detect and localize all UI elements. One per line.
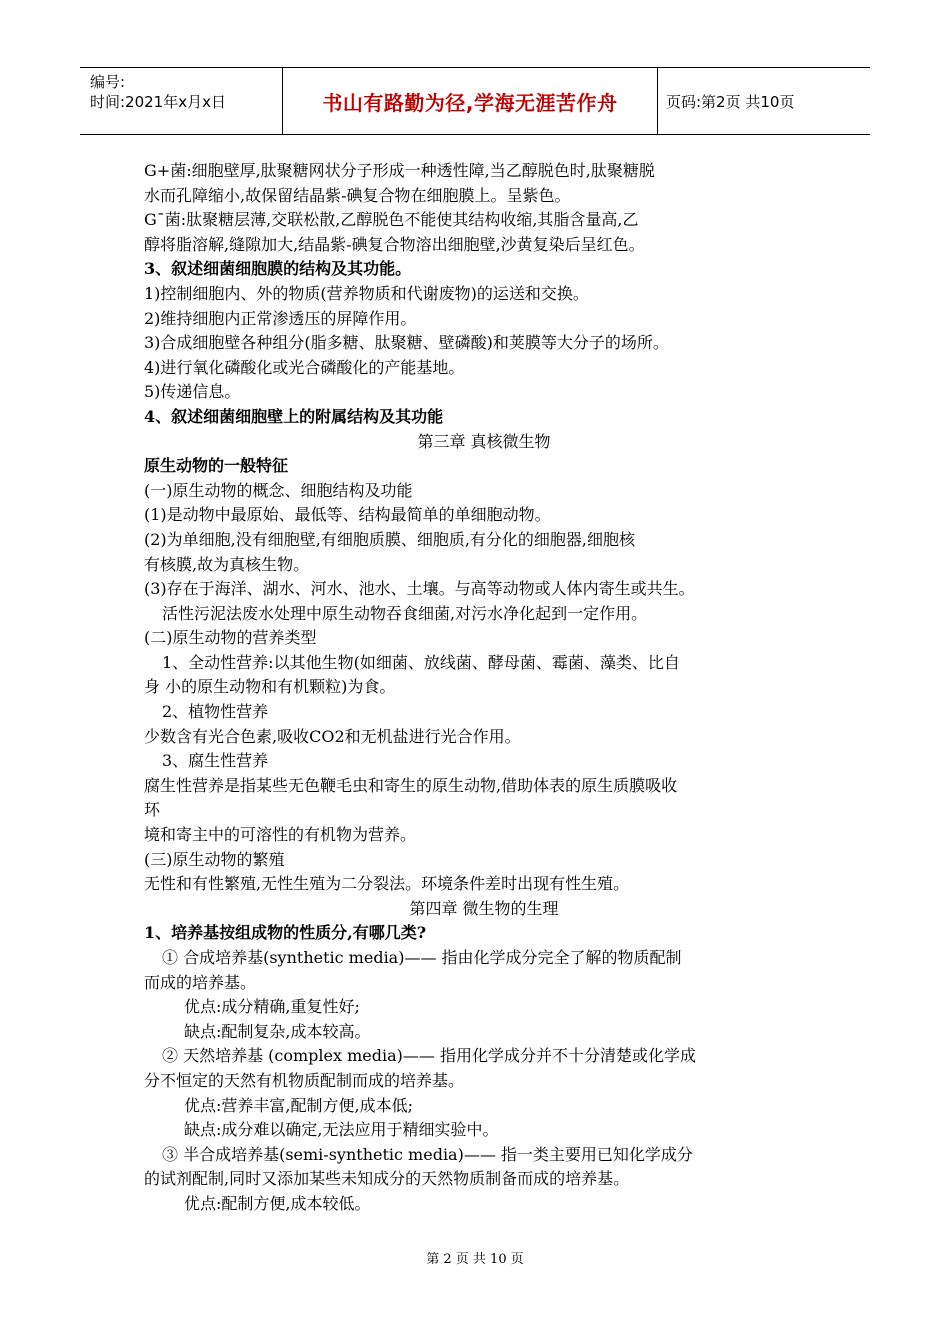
text-line: 优点:配制方便,成本较低。: [184, 1193, 371, 1213]
text-line: G+菌:细胞壁厚,肽聚糖网状分子形成一种透性障,当乙醇脱色时,肽聚糖脱: [144, 161, 655, 180]
text-line: (1)是动物中最原始、最低等、结构最简单的单细胞动物。: [144, 505, 551, 525]
text-line: 1、培养基按组成物的性质分,有哪几类?: [144, 923, 427, 943]
text-line: 优点:营养丰富,配制方便,成本低;: [184, 1095, 413, 1115]
text-line: 1)控制细胞内、外的物质(营养物质和代谢废物)的运送和交换。: [144, 283, 589, 303]
text-line: 水而孔障缩小,故保留结晶紫-碘复合物在细胞膜上。呈紫色。: [144, 185, 571, 205]
text-line: 缺点:配制复杂,成本较高。: [184, 1021, 371, 1041]
text-line: 缺点:成分难以确定,无法应用于精细实验中。: [184, 1120, 499, 1140]
text-line: 2、植物性营养: [162, 702, 269, 722]
text-line: 分不恒定的天然有机物质配制而成的培养基。: [144, 1070, 465, 1090]
text-line: 原生动物的一般特征: [144, 456, 289, 476]
text-line: 活性污泥法废水处理中原生动物吞食细菌,对污水净化起到一定作用。: [162, 603, 648, 623]
text-line: 第三章 真核微生物: [417, 431, 551, 451]
text-line: 环: [144, 800, 161, 820]
text-line: 2)维持细胞内正常渗透压的屏障作用。: [144, 308, 417, 328]
header-motto: 书山有路勤为径,学海无涯苦作舟: [283, 68, 658, 134]
text-line: (一)原生动物的概念、细胞结构及功能: [144, 480, 413, 500]
text-line: G¯菌:肽聚糖层薄,交联松散,乙醇脱色不能使其结构收缩,其脂含量高,乙: [144, 210, 639, 230]
text-line: 有核膜,故为真核生物。: [144, 554, 310, 574]
text-line: 第四章 微生物的生理: [409, 898, 559, 918]
text-line: ③ 半合成培养基(semi-synthetic media)—— 指一类主要用已知化学成分: [162, 1144, 693, 1164]
header-meta: [80, 68, 283, 134]
text-line: 3)合成细胞壁各种组分(脂多糖、肽聚糖、壁磷酸)和荚膜等大分子的场所。: [144, 333, 669, 353]
text-line: 无性和有性繁殖,无性生殖为二分裂法。环境条件差时出现有性生殖。: [144, 874, 630, 894]
text-line: 的试剂配制,同时又添加某些未知成分的天然物质制备而成的培养基。: [144, 1169, 630, 1189]
text-line: (二)原生动物的营养类型: [144, 628, 317, 648]
document-time-label: 时间:2021年x月x日: [90, 93, 226, 111]
text-line: ① 合成培养基(synthetic media)—— 指由化学成分完全了解的物质配制: [162, 948, 682, 967]
text-line: 4)进行氧化磷酸化或光合磷酸化的产能基地。: [144, 357, 465, 377]
text-line: ② 天然培养基 (complex media)—— 指用化学成分并不十分清楚或化学成: [162, 1046, 696, 1066]
text-line: 少数含有光合色素,吸收CO2和无机盐进行光合作用。: [144, 726, 521, 746]
page-footer: 第 2 页 共 10 页: [426, 1252, 524, 1267]
text-line: 优点:成分精确,重复性好;: [184, 997, 360, 1017]
document-code-label: 编号:: [90, 73, 126, 91]
text-line: 1、全动性营养:以其他生物(如细菌、放线菌、酵母菌、霉菌、藻类、比自: [162, 652, 680, 672]
text-line: 4、叙述细菌细胞壁上的附属结构及其功能: [144, 406, 444, 426]
text-line: (3)存在于海洋、湖水、河水、池水、土壤。与高等动物或人体内寄生或共生。: [144, 579, 695, 599]
text-line: 3、叙述细菌细胞膜的结构及其功能。: [144, 259, 412, 279]
text-line: 3、腐生性营养: [162, 751, 269, 771]
text-line: 境和寄主中的可溶性的有机物为营养。: [144, 825, 417, 845]
text-line: 5)传递信息。: [144, 382, 241, 402]
page-header: [80, 67, 870, 135]
text-line: (2)为单细胞,没有细胞壁,有细胞质膜、细胞质,有分化的细胞器,细胞核: [144, 529, 636, 549]
text-line: 而成的培养基。: [144, 972, 257, 992]
text-line: 醇将脂溶解,缝隙加大,结晶紫-碘复合物溶出细胞壁,沙黄复染后呈红色。: [144, 234, 645, 254]
text-line: 腐生性营养是指某些无色鞭毛虫和寄生的原生动物,借助体表的原生质膜吸收: [144, 775, 678, 795]
text-line: (三)原生动物的繁殖: [144, 849, 285, 869]
text-line: 身 小的原生动物和有机颗粒)为食。: [144, 677, 396, 697]
document-body: [144, 159, 824, 1217]
header-page-info: 页码:第2页 共10页: [666, 92, 795, 111]
